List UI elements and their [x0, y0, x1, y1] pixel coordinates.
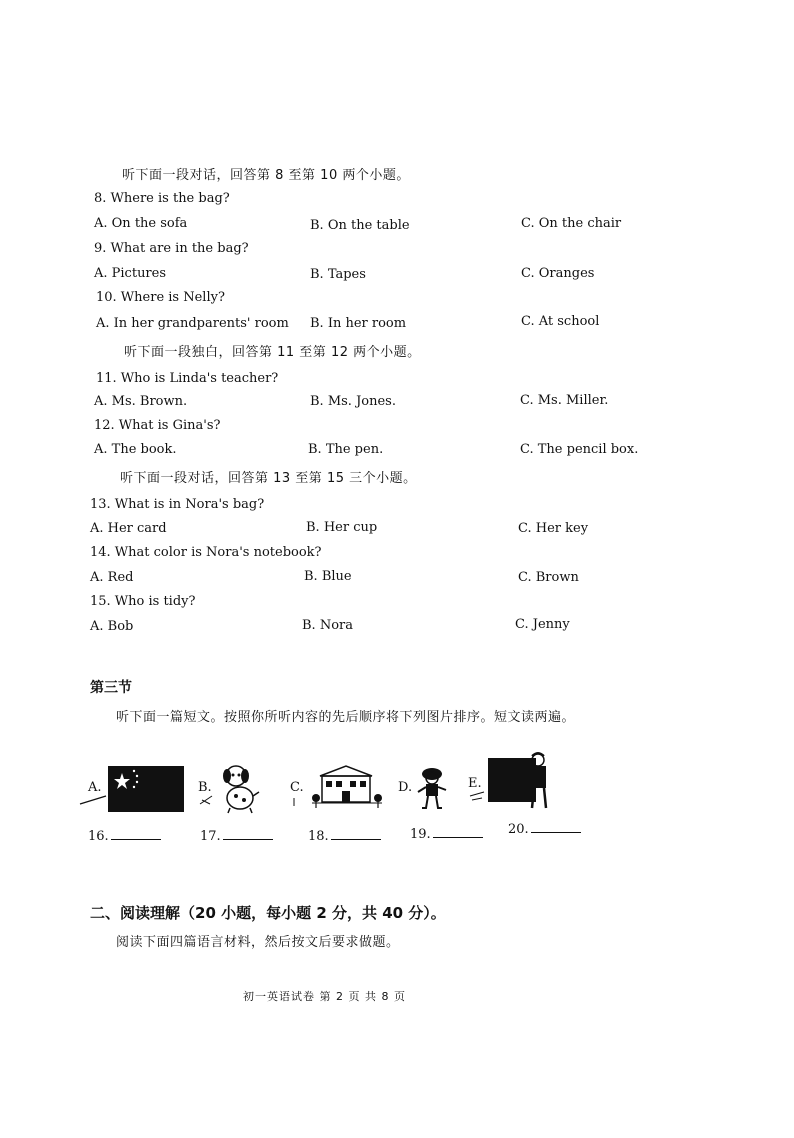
q13-option-b: B. Her cup — [306, 520, 378, 535]
answer-blank-18[interactable] — [308, 827, 381, 844]
picture-a — [78, 760, 188, 816]
q12-option-c: C. The pencil box. — [520, 442, 639, 457]
q12-option-b: B. The pen. — [308, 442, 384, 457]
q11-option-b: B. Ms. Jones. — [310, 394, 396, 409]
china-flag-icon — [78, 760, 188, 816]
picture-d-label: D. — [398, 780, 413, 795]
q10-option-a: A. In her grandparents' room — [96, 316, 289, 331]
instruction-q8-10: 听下面一段对话，回答第 8 至第 10 两个小题。 — [122, 168, 410, 183]
school-building-icon — [288, 764, 388, 814]
picture-e-label: E. — [468, 776, 482, 791]
q11-option-c: C. Ms. Miller. — [520, 393, 609, 408]
answer-blank-16[interactable] — [88, 827, 161, 844]
question-15: 15. Who is tidy? — [90, 594, 196, 609]
q15-option-b: B. Nora — [302, 618, 353, 633]
q10-option-c: C. At school — [521, 314, 600, 329]
page-footer: 初一英语试卷 第 2 页 共 8 页 — [243, 990, 406, 1003]
blank-number: 19. — [410, 827, 431, 842]
picture-b-label: B. — [198, 780, 212, 795]
instruction-q11-12: 听下面一段独白，回答第 11 至第 12 两个小题。 — [124, 345, 421, 360]
picture-c-label: C. — [290, 780, 304, 795]
answer-blank-17[interactable] — [200, 827, 273, 844]
section3-instruction: 听下面一篇短文。按照你所听内容的先后顺序将下列图片排序。短文读两遍。 — [116, 710, 576, 725]
picture-b — [196, 760, 268, 816]
picture-a-label: A. — [88, 780, 102, 795]
part2-instruction: 阅读下面四篇语言材料，然后按文后要求做题。 — [116, 935, 400, 950]
q12-option-a: A. The book. — [94, 442, 177, 457]
q9-option-a: A. Pictures — [94, 266, 167, 281]
q8-option-c: C. On the chair — [521, 216, 622, 231]
q14-option-a: A. Red — [90, 570, 134, 585]
q11-option-a: A. Ms. Brown. — [94, 394, 188, 409]
section3-title: 第三节 — [90, 680, 132, 696]
q9-option-c: C. Oranges — [521, 266, 595, 281]
q10-option-b: B. In her room — [310, 316, 407, 331]
q13-option-c: C. Her key — [518, 521, 589, 536]
answer-blank-20[interactable] — [508, 820, 581, 837]
question-14: 14. What color is Nora's notebook? — [90, 545, 322, 560]
q15-option-c: C. Jenny — [515, 617, 570, 632]
question-11: 11. Who is Linda's teacher? — [96, 371, 279, 386]
question-10: 10. Where is Nelly? — [96, 290, 225, 305]
boy-icon — [396, 760, 456, 816]
blank-number: 17. — [200, 829, 221, 844]
picture-e — [466, 748, 554, 812]
q13-option-a: A. Her card — [90, 521, 167, 536]
q14-option-c: C. Brown — [518, 570, 579, 585]
picture-d — [396, 760, 456, 816]
blank-number: 20. — [508, 822, 529, 837]
q8-option-a: A. On the sofa — [94, 216, 188, 231]
teacher-blackboard-icon — [466, 748, 554, 812]
q9-option-b: B. Tapes — [310, 267, 366, 282]
picture-c — [288, 764, 388, 814]
blank-number: 18. — [308, 829, 329, 844]
q15-option-a: A. Bob — [90, 619, 134, 634]
question-9: 9. What are in the bag? — [94, 241, 249, 256]
dog-icon — [196, 760, 268, 816]
q14-option-b: B. Blue — [304, 569, 352, 584]
answer-blank-19[interactable] — [410, 825, 483, 842]
q8-option-b: B. On the table — [310, 218, 410, 233]
instruction-q13-15: 听下面一段对话，回答第 13 至第 15 三个小题。 — [120, 471, 417, 486]
question-12: 12. What is Gina's? — [94, 418, 221, 433]
question-13: 13. What is in Nora's bag? — [90, 497, 265, 512]
question-8: 8. Where is the bag? — [94, 191, 230, 206]
part2-title: 二、阅读理解（20 小题，每小题 2 分，共 40 分）。 — [90, 904, 446, 922]
blank-number: 16. — [88, 829, 109, 844]
